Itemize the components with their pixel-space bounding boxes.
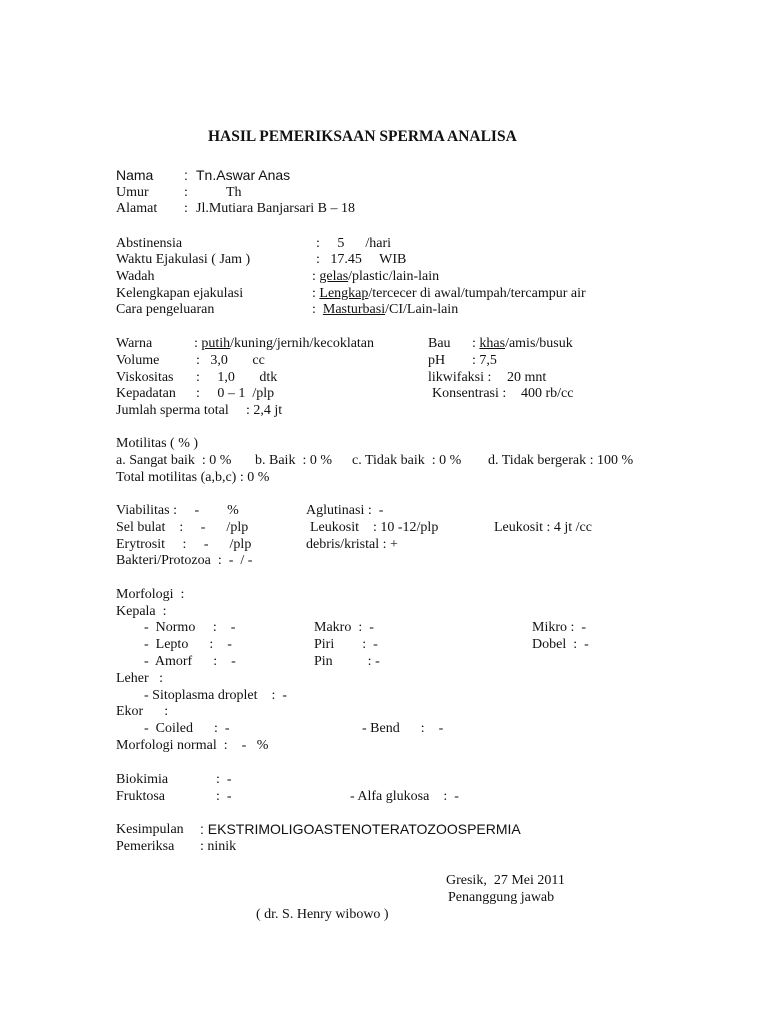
biokimia-value: : -	[216, 772, 232, 787]
bau-value: : khas/amis/busuk	[472, 336, 573, 351]
bau-selected: khas	[479, 336, 506, 351]
waktu-ejakulasi-label: Waktu Ejakulasi ( Jam )	[116, 252, 251, 267]
umur-label: Umur	[116, 185, 149, 200]
kelengkapan-selected: Lengkap	[319, 286, 369, 301]
morfologi-piri: Piri : -	[314, 637, 378, 652]
morfologi-pin: Pin : -	[314, 654, 380, 669]
fruktosa-label: Fruktosa	[116, 789, 165, 804]
leukosit-cc: Leukosit : 4 jt /cc	[494, 520, 592, 535]
cara-pengeluaran-label: Cara pengeluaran	[116, 302, 215, 317]
morfologi-normo: - Normo : -	[144, 620, 236, 635]
waktu-ejakulasi-value: : 17.45 WIB	[316, 252, 407, 267]
morfologi-dobel: Dobel : -	[532, 637, 589, 652]
bakteri-protozoa: Bakteri/Protozoa : - / -	[116, 553, 253, 568]
leher-header: Leher :	[116, 671, 164, 686]
wadah-value: : gelas/plastic/lain-lain	[312, 269, 440, 284]
leukosit-plp: Leukosit : 10 -12/plp	[310, 520, 439, 535]
kesimpulan-label: Kesimpulan	[116, 822, 184, 837]
biokimia-label: Biokimia	[116, 772, 169, 787]
ekor-header: Ekor :	[116, 704, 169, 719]
viabilitas: Viabilitas : - %	[116, 503, 239, 518]
warna-selected: putih	[201, 336, 231, 351]
kepala-header: Kepala :	[116, 604, 167, 619]
morfologi-lepto: - Lepto : -	[144, 637, 232, 652]
warna-label: Warna	[116, 336, 153, 351]
jumlah-sperma-label: Jumlah sperma total	[116, 403, 229, 418]
morfologi-amorf: - Amorf : -	[144, 654, 236, 669]
umur-colon: :	[184, 185, 188, 200]
umur-value: Th	[226, 185, 242, 200]
motilitas-sangat-baik: a. Sangat baik : 0 %	[116, 453, 232, 468]
report-title: HASIL PEMERIKSAAN SPERMA ANALISA	[208, 128, 517, 145]
morfologi-mikro: Mikro : -	[532, 620, 587, 635]
signature-name: ( dr. S. Henry wibowo )	[256, 907, 389, 922]
jumlah-sperma-value: : 2,4 jt	[246, 403, 283, 418]
morfologi-coiled: - Coiled : -	[144, 721, 230, 736]
ph-value: : 7,5	[472, 353, 497, 368]
kesimpulan-value: : EKSTRIMOLIGOASTENOTERATOZOOSPERMIA	[200, 821, 521, 837]
warna-value: : putih/kuning/jernih/kecoklatan	[194, 336, 375, 351]
cara-pengeluaran-value: : Masturbasi/CI/Lain-lain	[312, 302, 459, 317]
morfologi-makro: Makro : -	[314, 620, 374, 635]
motilitas-tidak-bergerak: d. Tidak bergerak : 100 %	[488, 453, 634, 468]
place-date: Gresik, 27 Mei 2011	[446, 873, 565, 888]
konsentrasi-value: 400 rb/cc	[521, 386, 574, 401]
nama-value: Tn.Aswar Anas	[196, 167, 291, 183]
kelengkapan-label: Kelengkapan ejakulasi	[116, 286, 244, 301]
alamat-label: Alamat	[116, 201, 158, 216]
sitoplasma-droplet: - Sitoplasma droplet : -	[144, 688, 288, 703]
kepadatan-label: Kepadatan	[116, 386, 176, 401]
debris-kristal: debris/kristal : +	[306, 537, 398, 552]
morfologi-bend: - Bend : -	[362, 721, 444, 736]
pemeriksa-value: : ninik	[200, 839, 237, 854]
alfa-glukosa: - Alfa glukosa : -	[350, 789, 459, 804]
kelengkapan-value: : Lengkap/tercecer di awal/tumpah/tercampur air	[312, 286, 586, 301]
abstinensia-label: Abstinensia	[116, 236, 183, 251]
sel-bulat: Sel bulat : - /plp	[116, 520, 249, 535]
likwifaksi-value: 20 mnt	[507, 370, 547, 385]
erytrosit: Erytrosit : - /plp	[116, 537, 252, 552]
cara-selected: Masturbasi	[322, 302, 386, 317]
kepadatan-value: : 0 – 1 /plp	[196, 386, 275, 401]
nama-label: Nama	[116, 167, 154, 183]
aglutinasi: Aglutinasi : -	[306, 503, 384, 518]
alamat-value: Jl.Mutiara Banjarsari B – 18	[196, 201, 356, 216]
motilitas-header: Motilitas ( % )	[116, 436, 199, 451]
volume-label: Volume	[116, 353, 160, 368]
bau-label: Bau	[428, 336, 451, 351]
motilitas-tidak-baik: c. Tidak baik : 0 %	[352, 453, 462, 468]
motilitas-baik: b. Baik : 0 %	[255, 453, 332, 468]
likwifaksi-label: likwifaksi :	[428, 370, 492, 385]
morfologi-header: Morfologi :	[116, 587, 185, 602]
viskositas-label: Viskositas	[116, 370, 174, 385]
fruktosa-value: : -	[216, 789, 232, 804]
abstinensia-value: : 5 /hari	[316, 236, 392, 251]
motilitas-total: Total motilitas (a,b,c) : 0 %	[116, 470, 270, 485]
wadah-selected: gelas	[319, 269, 349, 284]
morfologi-normal: Morfologi normal : - %	[116, 738, 269, 753]
alamat-colon: :	[184, 201, 188, 216]
ph-label: pH	[428, 353, 446, 368]
nama-colon: :	[184, 167, 188, 183]
signature-role: Penanggung jawab	[448, 890, 555, 905]
konsentrasi-label: Konsentrasi :	[432, 386, 507, 401]
wadah-label: Wadah	[116, 269, 155, 284]
viskositas-value: : 1,0 dtk	[196, 370, 278, 385]
pemeriksa-label: Pemeriksa	[116, 839, 175, 854]
volume-value: : 3,0 cc	[196, 353, 265, 368]
